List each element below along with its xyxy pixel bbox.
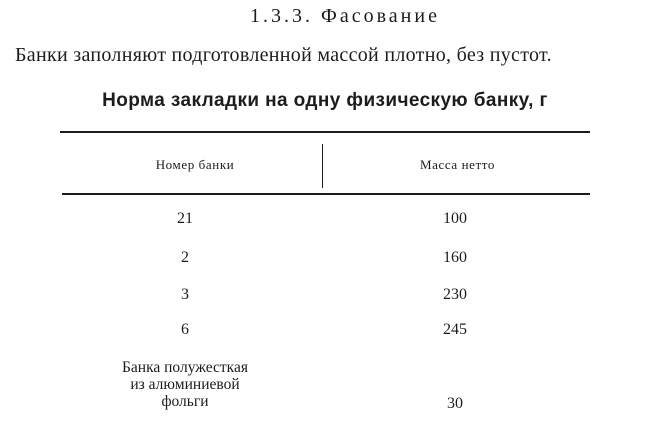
net-mass-cell: 100 [443,210,467,227]
jar-number-cell: 3 [181,286,189,303]
net-mass-cell: 30 [447,395,463,412]
jar-number-cell [100,359,270,410]
jar-number-cell: 2 [181,249,189,266]
column-header-jar-number: Номер банки [155,157,235,172]
table-top-rule [60,131,590,133]
jar-description-line: из алюминиевой [130,376,240,393]
column-header-net-mass: Масса нетто [419,157,496,172]
table-title: Норма закладки на одну физическую банку, г [102,90,548,111]
net-mass-cell: 160 [443,249,467,266]
jar-description-line: Банка полужесткая [122,359,248,376]
jar-number-cell: 21 [177,210,193,227]
intro-paragraph: Банки заполняют подготовленной массой плотно, без пустот. [15,44,552,66]
column-divider [322,144,323,188]
jar-description-line: фольги [161,393,209,410]
table-header-rule [62,193,590,195]
jar-number-cell: 6 [181,321,189,338]
net-mass-cell: 245 [443,321,467,338]
section-heading: 1.3.3. Фасование [250,5,440,27]
net-mass-cell: 230 [443,286,467,303]
